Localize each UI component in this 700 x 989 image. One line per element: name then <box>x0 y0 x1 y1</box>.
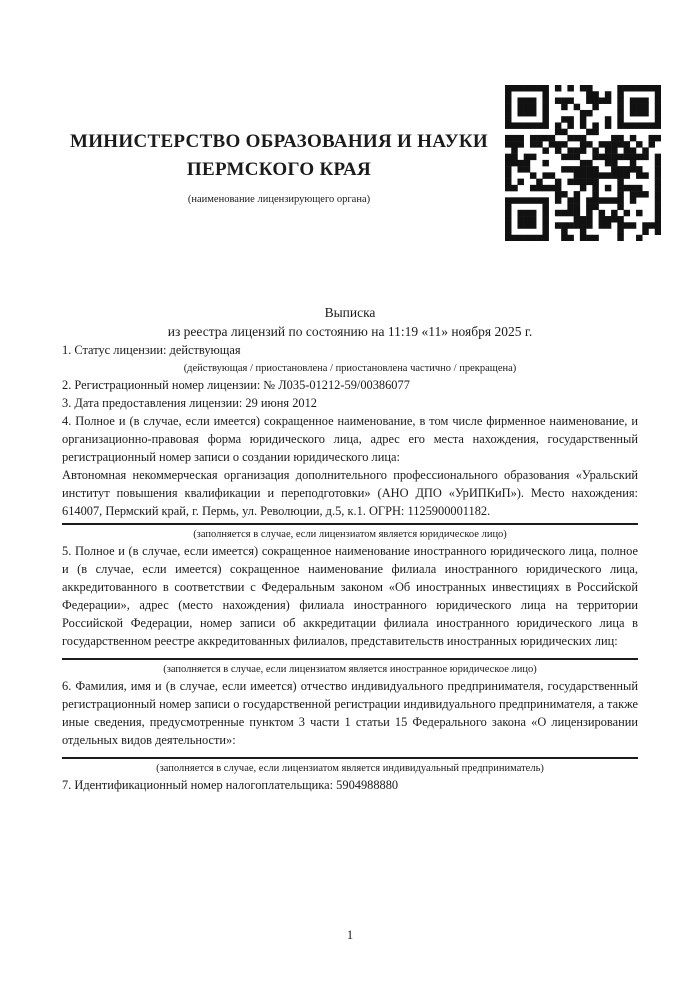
document-title-line2: из реестра лицензий по состоянию на 11:19 «11» ноября 2025 г. <box>167 324 533 339</box>
document-title-line1: Выписка <box>324 305 376 320</box>
foreign-entity-rule <box>62 658 638 660</box>
entrepreneur-note: (заполняется в случае, если лицензиатом является индивидуальный предприниматель) <box>156 763 544 774</box>
legal-entity-note: (заполняется в случае, если лицензиатом является юридическое лицо) <box>193 529 507 540</box>
legal-entity-label: 4. Полное и (в случае, если имеется) сокращенное наименование, в том числе фирменное наименование, и организационно-правовая форма юридического лица, адрес его места нахождения, государственный регистрационный номер записи о создании юридического лица: <box>62 414 638 464</box>
document-title <box>62 303 638 341</box>
license-grant-date: 3. Дата предоставления лицензии: 29 июня 2012 <box>62 396 318 410</box>
license-registration-number: 2. Регистрационный номер лицензии: № Л035-01212-59/00386077 <box>62 378 410 392</box>
ministry-name-line2: ПЕРМСКОГО КРАЯ <box>186 159 372 180</box>
taxpayer-id: 7. Идентификационный номер налогоплательщика: 5904988880 <box>62 778 399 792</box>
legal-entity-rule <box>62 523 638 525</box>
document-body <box>62 0 638 794</box>
entrepreneur-label: 6. Фамилия, имя и (в случае, если имеется) отчество индивидуального предпринимателя, государственный регистрационный номер записи о государственной регистрации индивидуального предпринимателя, а также иные сведения, предусмотренные пунктом 3 части 1 статьи 15 Федерального закона «О лицензировании отдельных видов деятельности»: <box>62 679 638 747</box>
ministry-caption: (наименование лицензирующего органа) <box>187 194 371 205</box>
ministry-name-line1: МИНИСТЕРСТВО ОБРАЗОВАНИЯ И НАУКИ <box>69 131 489 152</box>
page-footer <box>0 926 700 944</box>
legal-entity-value: Автономная некоммерческая организация дополнительного профессионального образования «Уральский институт повышения квалификации и переподготовки» (АНО ДПО «УрИПКиП»). Место нахождения: 614007, Пермский край, г. Пермь, ул. Революции, д.5, к.1. ОГРН: 1125900001182. <box>62 468 638 518</box>
license-status: 1. Статус лицензии: действующая <box>62 343 241 357</box>
foreign-entity-label: 5. Полное и (в случае, если имеется) сокращенное наименование иностранного юридического лица, полное и (в случае, если имеется) сокращенное наименование филиала иностранного юридического лица, аккредитованного в соответствии с Федеральным законом «Об иностранных инвестициях в Российской Федерации», адрес (место нахождения) филиала иностранного юридического лица на территории Российской Федерации, номер записи об аккредитации филиала иностранного юридического лица в государственном реестре аккредитованных филиалов, представительств иностранных юридических лиц: <box>62 544 638 648</box>
entrepreneur-rule <box>62 757 638 759</box>
license-status-note: (действующая / приостановлена / приостановлена частично / прекращена) <box>183 363 517 374</box>
page-number: 1 <box>346 928 354 942</box>
foreign-entity-note: (заполняется в случае, если лицензиатом является иностранное юридическое лицо) <box>163 664 537 675</box>
